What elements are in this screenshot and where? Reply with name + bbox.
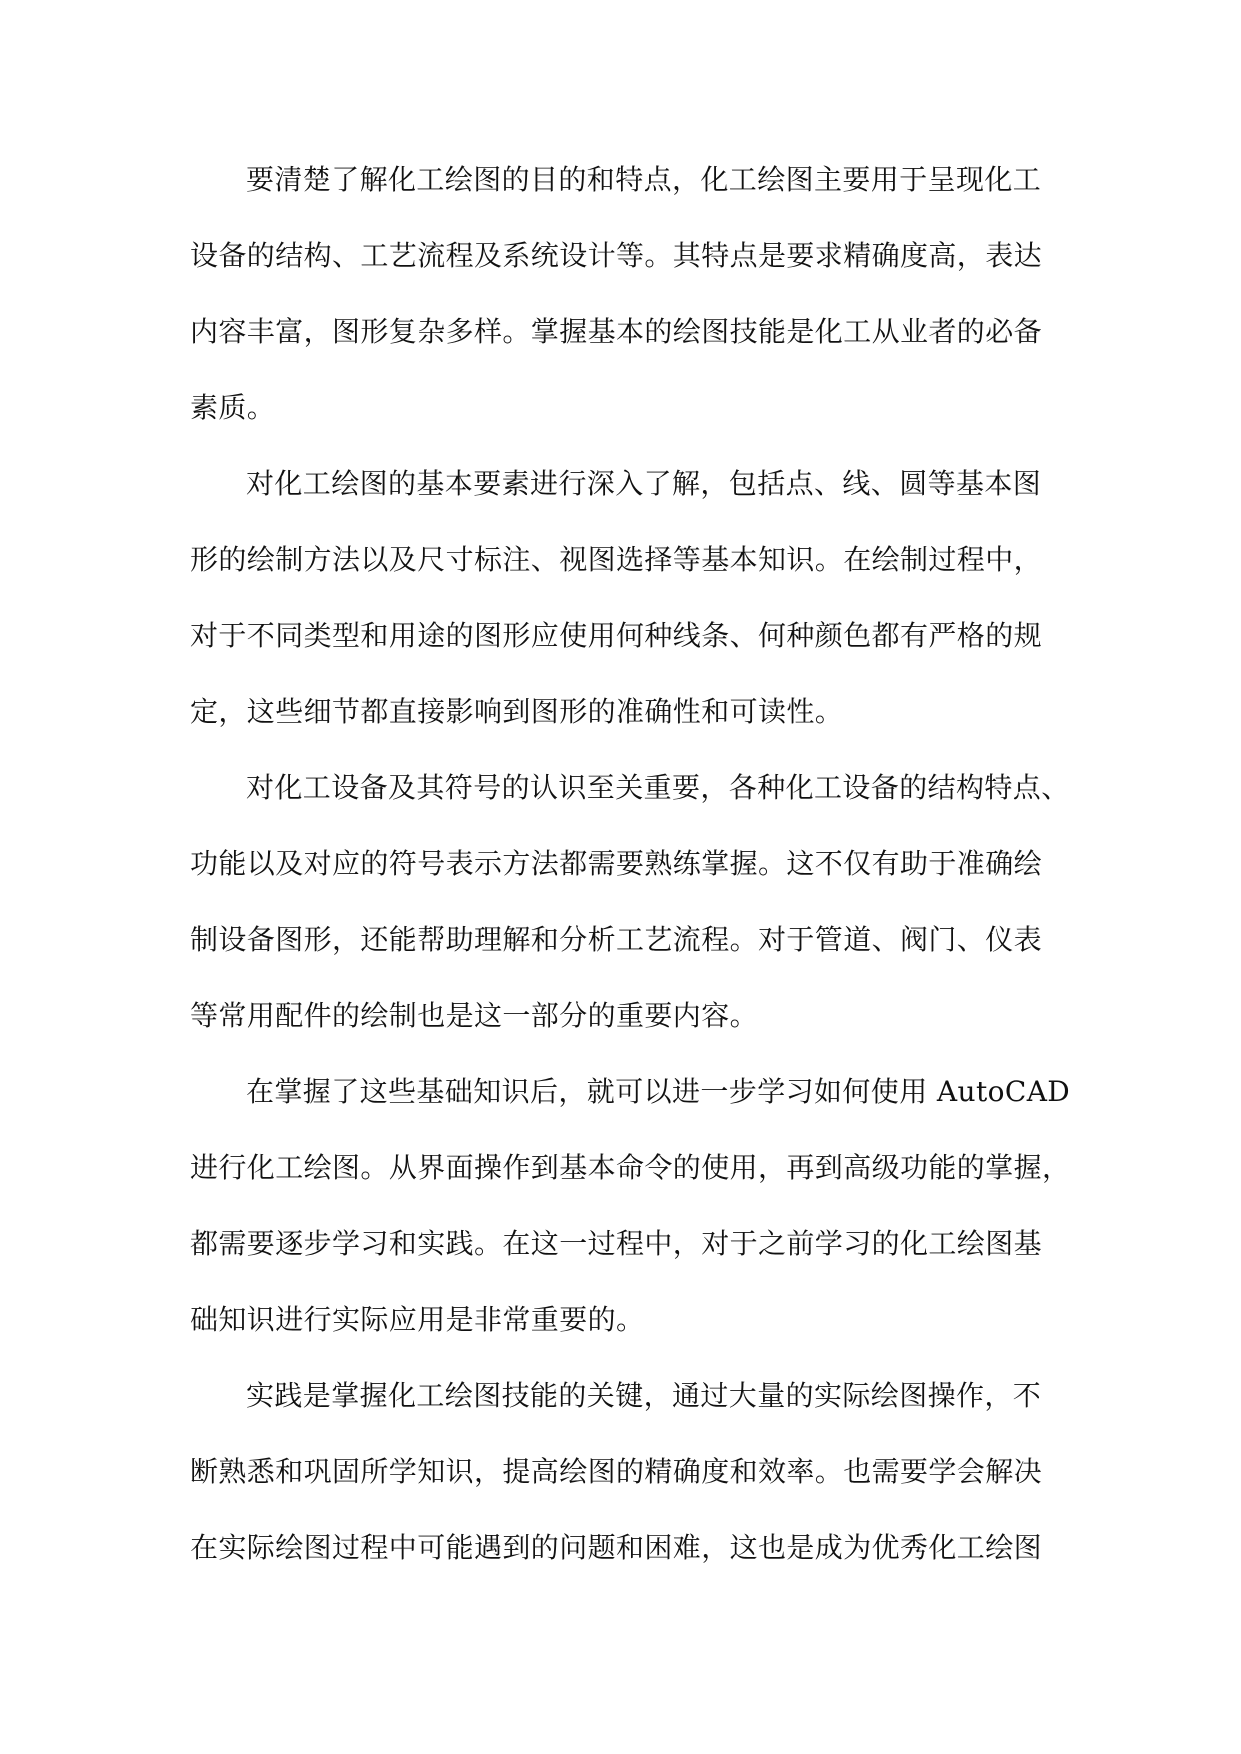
text-line: 础知识进行实际应用是非常重要的。: [190, 1303, 645, 1336]
paragraph-autocad: [190, 1054, 1071, 1358]
document-body: [190, 142, 1071, 1586]
text-line: 在掌握了这些基础知识后，就可以进一步学习如何使用 AutoCAD: [246, 1075, 1071, 1108]
text-line: 功能以及对应的符号表示方法都需要熟练掌握。这不仅有助于准确绘: [190, 847, 1043, 880]
text-line: 都需要逐步学习和实践。在这一过程中，对于之前学习的化工绘图基: [190, 1227, 1043, 1260]
text-line: 在实际绘图过程中可能遇到的问题和困难，这也是成为优秀化工绘图: [190, 1531, 1043, 1564]
text-line: 实践是掌握化工绘图技能的关键，通过大量的实际绘图操作，不: [246, 1379, 1042, 1412]
text-line: 进行化工绘图。从界面操作到基本命令的使用，再到高级功能的掌握，: [190, 1151, 1071, 1184]
text-line: 制设备图形，还能帮助理解和分析工艺流程。对于管道、阀门、仪表: [190, 923, 1043, 956]
text-line: 素质。: [190, 391, 276, 424]
text-line: 形的绘制方法以及尺寸标注、视图选择等基本知识。在绘制过程中，: [190, 543, 1043, 576]
text-line: 对化工绘图的基本要素进行深入了解，包括点、线、圆等基本图: [246, 467, 1042, 500]
text-line: 内容丰富，图形复杂多样。掌握基本的绘图技能是化工从业者的必备: [190, 315, 1043, 348]
paragraph-basic-elements: [190, 446, 1050, 750]
text-line: 设备的结构、工艺流程及系统设计等。其特点是要求精确度高，表达: [190, 239, 1043, 272]
text-line: 断熟悉和巩固所学知识，提高绘图的精确度和效率。也需要学会解决: [190, 1455, 1043, 1488]
text-line: 等常用配件的绘制也是这一部分的重要内容。: [190, 999, 759, 1032]
paragraph-practice: [190, 1358, 1050, 1586]
paragraph-equipment-symbols: [190, 750, 1070, 1054]
paragraph-drawing-purpose: [190, 142, 1050, 446]
text-line: 定，这些细节都直接影响到图形的准确性和可读性。: [190, 695, 844, 728]
text-line: 对化工设备及其符号的认识至关重要，各种化工设备的结构特点、: [246, 771, 1070, 804]
text-line: 要清楚了解化工绘图的目的和特点，化工绘图主要用于呈现化工: [246, 163, 1042, 196]
text-line: 对于不同类型和用途的图形应使用何种线条、何种颜色都有严格的规: [190, 619, 1043, 652]
